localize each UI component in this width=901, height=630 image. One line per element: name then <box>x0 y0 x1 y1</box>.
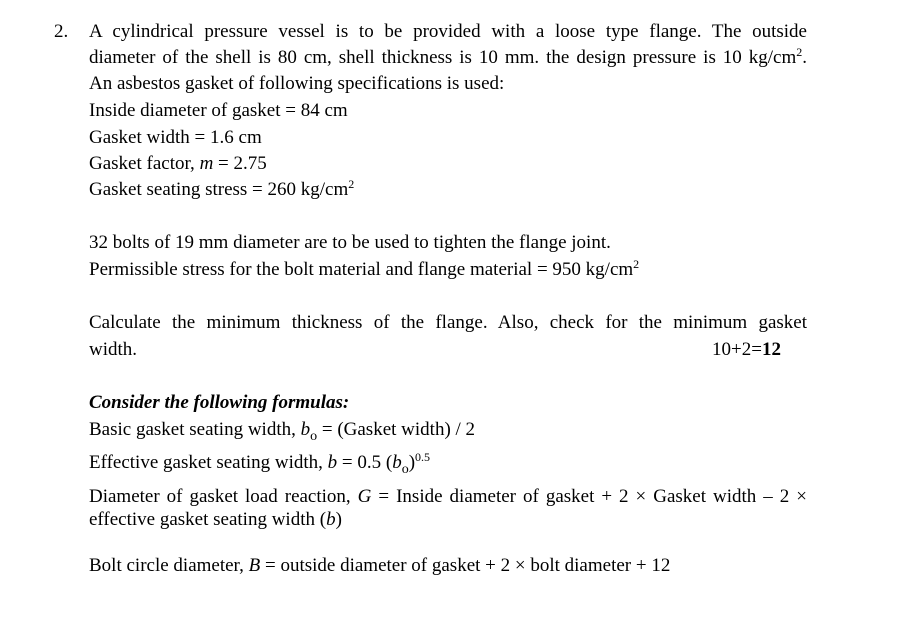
formula-2-paren: ) <box>408 452 416 473</box>
superscript-2: 2 <box>633 257 640 271</box>
formula-3-expression: = Inside diameter of gasket + 2 × Gasket width – 2 × <box>371 486 807 507</box>
intro-line-3: An asbestos gasket of following specifications is used: <box>89 73 505 94</box>
marks-allocation <box>712 338 781 362</box>
formula-4-expression: = outside diameter of gasket + 2 × bolt diameter + 12 <box>260 555 671 576</box>
superscript-exponent: 0.5 <box>415 450 431 464</box>
formula-load-reaction-line-1 <box>89 485 807 509</box>
variable-m: m <box>199 153 214 174</box>
spec-inside-diameter: Inside diameter of gasket = 84 cm <box>89 100 348 121</box>
subscript-o: o <box>310 428 318 444</box>
task-line-2: width. <box>89 339 138 360</box>
task-line-1: Calculate the minimum thickness of the flange. Also, check for the minimum gasket <box>89 312 807 333</box>
marks-breakdown: 10+2= <box>712 339 762 360</box>
intro-line-2 <box>89 46 807 70</box>
variable-G: G <box>357 486 372 507</box>
formulas-heading: Consider the following formulas: <box>89 392 350 413</box>
formula-2-label: Effective gasket seating width, <box>89 452 328 473</box>
spec-gasket-factor <box>89 152 807 176</box>
permissible-stress-line <box>89 258 807 282</box>
intro-line-2-text: diameter of the shell is 80 cm, shell thickness is 10 mm. the design pressure is 10 kg/cm <box>89 47 797 68</box>
variable-b: b <box>300 419 311 440</box>
spec-gasket-width: Gasket width = 1.6 cm <box>89 127 262 148</box>
marks-total: 12 <box>761 339 781 360</box>
formula-bolt-circle-diameter <box>89 554 807 578</box>
formula-effective-seating-width <box>89 451 807 475</box>
formula-3-paren: ) <box>335 509 342 530</box>
formula-basic-seating-width <box>89 418 807 442</box>
question-number: 2. <box>54 21 69 42</box>
spec-seating-stress-text: Gasket seating stress = 260 kg/cm <box>89 179 349 200</box>
spec-gasket-factor-value: = 2.75 <box>213 153 267 174</box>
superscript-2: 2 <box>796 45 803 59</box>
formula-2-expression: = 0.5 ( <box>337 452 393 473</box>
subscript-o: o <box>401 461 409 477</box>
formula-1-label: Basic gasket seating width, <box>89 419 301 440</box>
variable-B: B <box>248 555 261 576</box>
formula-1-expression: = (Gasket width) / 2 <box>317 419 476 440</box>
formula-4-label: Bolt circle diameter, <box>89 555 249 576</box>
formula-3-continuation: effective gasket seating width ( <box>89 509 327 530</box>
spec-seating-stress <box>89 178 807 202</box>
variable-b: b <box>326 509 336 530</box>
variable-b: b <box>392 452 402 473</box>
permissible-stress-text: Permissible stress for the bolt material and flange material = 950 kg/cm <box>89 259 634 280</box>
formula-load-reaction-line-2 <box>89 508 807 532</box>
bolts-line: 32 bolts of 19 mm diameter are to be used to tighten the flange joint. <box>89 232 611 253</box>
intro-line-2-period: . <box>802 47 807 68</box>
superscript-2: 2 <box>348 177 355 191</box>
formula-3-label: Diameter of gasket load reaction, <box>89 486 358 507</box>
variable-b: b <box>327 452 338 473</box>
intro-line-1: A cylindrical pressure vessel is to be provided with a loose type flange. The outside <box>89 21 807 42</box>
spec-gasket-factor-label: Gasket factor, <box>89 153 200 174</box>
